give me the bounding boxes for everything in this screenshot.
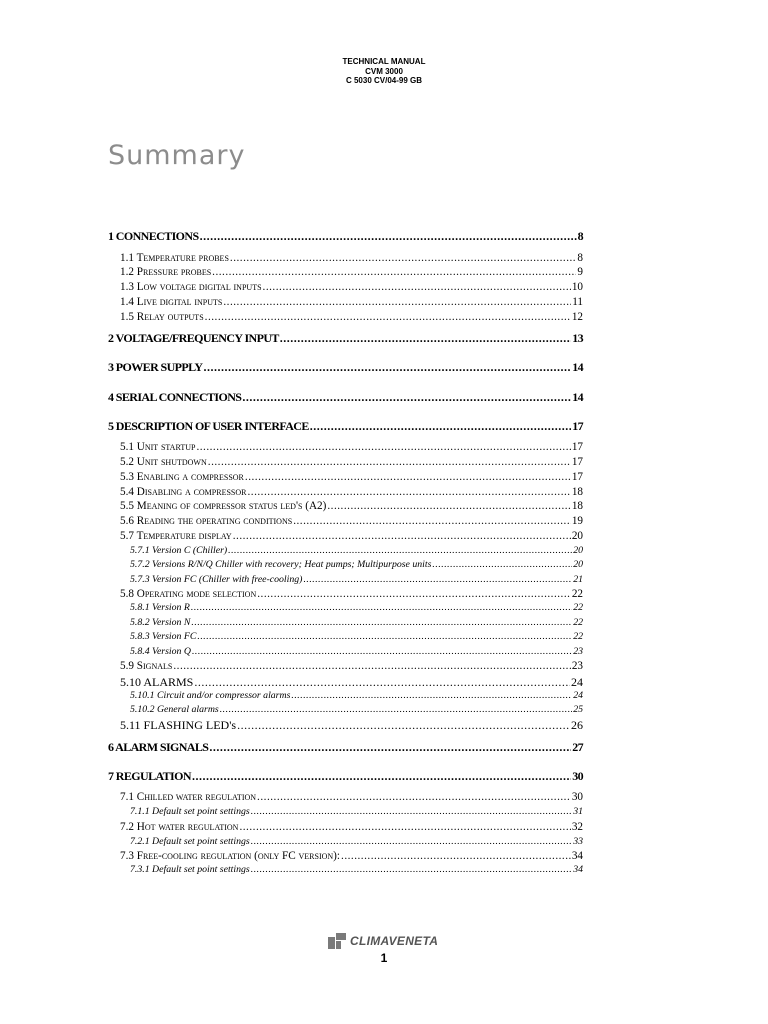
page-title: Summary bbox=[108, 140, 246, 171]
toc-entry-label: 5.4 Disabling a compressor bbox=[120, 486, 247, 498]
toc-entry-label: 5.8.1 Version R bbox=[130, 602, 190, 613]
toc-leader-dots bbox=[239, 821, 570, 833]
toc-entry[interactable] bbox=[120, 791, 583, 803]
toc-leader-dots bbox=[191, 617, 572, 628]
toc-leader-dots bbox=[192, 646, 572, 657]
toc-entry-page: 14 bbox=[572, 390, 583, 404]
toc-entry-label: 5.10.2 General alarms bbox=[130, 704, 219, 715]
toc-entry-label: 7.3.1 Default set point settings bbox=[130, 864, 250, 875]
toc-leader-dots bbox=[310, 419, 571, 434]
header-line-1: TECHNICAL MANUAL bbox=[342, 57, 426, 66]
toc-entry-page: 18 bbox=[571, 500, 583, 512]
toc-entry-label: 4 SERIAL CONNECTIONS bbox=[108, 390, 242, 404]
toc-entry-page: 20 bbox=[573, 559, 583, 570]
toc-entry[interactable] bbox=[130, 574, 583, 585]
toc-entry-label: 7.1.1 Default set point settings bbox=[130, 806, 250, 817]
toc-leader-dots bbox=[293, 515, 571, 527]
toc-entry-page: 8 bbox=[577, 252, 583, 264]
toc-entry-page: 22 bbox=[573, 631, 583, 642]
toc-entry-page: 33 bbox=[573, 836, 583, 847]
toc-entry-label: 5.10.1 Circuit and/or compressor alarms bbox=[130, 690, 291, 701]
toc-entry-label: 5.2 Unit shutdown bbox=[120, 456, 207, 468]
toc-entry-label: 5.7.2 Versions R/N/Q Chiller with recovery; Heat pumps; Multipurpose units bbox=[130, 559, 432, 570]
toc-entry-page: 25 bbox=[573, 704, 583, 715]
toc-entry-page: 20 bbox=[573, 545, 583, 556]
toc-leader-dots bbox=[196, 441, 570, 453]
toc-entry-label: 3 POWER SUPPLY bbox=[108, 360, 203, 374]
header-line-3: C 5030 CV/04-99 GB bbox=[345, 76, 423, 85]
toc-entry-page: 30 bbox=[571, 791, 583, 803]
toc-entry[interactable] bbox=[120, 660, 583, 672]
toc-entry-label: 5.8.4 Version Q bbox=[130, 646, 191, 657]
toc-entry[interactable] bbox=[120, 675, 583, 690]
toc-leader-dots bbox=[208, 456, 571, 468]
toc-entry-page: 22 bbox=[573, 617, 583, 628]
toc-entry[interactable] bbox=[120, 486, 583, 498]
toc-entry[interactable] bbox=[120, 252, 583, 264]
toc-entry-label: 5 DESCRIPTION OF USER INTERFACE bbox=[108, 419, 309, 433]
toc-entry[interactable] bbox=[130, 559, 583, 570]
toc-entry[interactable] bbox=[130, 704, 583, 715]
toc-leader-dots bbox=[280, 331, 571, 346]
toc-leader-dots bbox=[197, 631, 572, 642]
toc-entry-page: 10 bbox=[571, 281, 583, 293]
page-number: 1 bbox=[380, 951, 388, 965]
toc-entry-page: 9 bbox=[577, 266, 583, 278]
toc-leader-dots bbox=[251, 864, 572, 875]
toc-entry-label: 7.1 Chilled water regulation bbox=[120, 791, 257, 803]
toc-entry[interactable] bbox=[120, 530, 583, 542]
toc-entry[interactable] bbox=[130, 631, 583, 642]
toc-entry-page: 17 bbox=[571, 441, 583, 453]
toc-entry-page: 32 bbox=[571, 821, 583, 833]
toc-entry-label: 5.9 Signals bbox=[120, 660, 173, 672]
toc-entry-page: 30 bbox=[572, 769, 583, 783]
toc-entry[interactable] bbox=[120, 718, 583, 733]
toc-entry[interactable] bbox=[120, 471, 583, 483]
toc-leader-dots bbox=[432, 559, 572, 570]
toc-entry[interactable] bbox=[108, 769, 583, 784]
toc-entry-page: 34 bbox=[571, 850, 583, 862]
toc-entry-page: 23 bbox=[571, 660, 583, 672]
toc-entry[interactable] bbox=[108, 740, 583, 755]
toc-leader-dots bbox=[212, 266, 576, 278]
toc-leader-dots bbox=[257, 588, 571, 600]
toc-entry[interactable] bbox=[120, 296, 583, 308]
toc-entry-label: 5.1 Unit startup bbox=[120, 441, 196, 453]
toc-entry-label: 7.2.1 Default set point settings bbox=[130, 836, 250, 847]
toc-entry[interactable] bbox=[120, 456, 583, 468]
toc-entry[interactable] bbox=[130, 836, 583, 847]
toc-entry[interactable] bbox=[120, 821, 583, 833]
toc-leader-dots bbox=[251, 836, 572, 847]
toc-entry-page: 27 bbox=[572, 740, 583, 754]
toc-entry-page: 22 bbox=[571, 588, 583, 600]
toc-entry[interactable] bbox=[108, 360, 583, 375]
toc-entry-page: 23 bbox=[573, 646, 583, 657]
toc-entry[interactable] bbox=[120, 311, 583, 323]
toc-leader-dots bbox=[237, 718, 570, 733]
toc-entry[interactable] bbox=[120, 266, 583, 278]
toc-entry[interactable] bbox=[120, 281, 583, 293]
toc-entry[interactable] bbox=[130, 617, 583, 628]
toc-entry-label: 5.8.3 Version FC bbox=[130, 631, 197, 642]
toc-entry[interactable] bbox=[108, 390, 583, 405]
toc-entry-label: 5.7.3 Version FC (Chiller with free-cooling) bbox=[130, 574, 303, 585]
toc-entry[interactable] bbox=[120, 500, 583, 512]
company-logo bbox=[328, 933, 438, 949]
toc-entry-page: 13 bbox=[572, 331, 583, 345]
toc-entry-label: 1.5 Relay outputs bbox=[120, 311, 204, 323]
toc-entry-page: 12 bbox=[571, 311, 583, 323]
toc-entry-page: 17 bbox=[571, 471, 583, 483]
toc-entry-label: 5.7.1 Version C (Chiller) bbox=[130, 545, 228, 556]
toc-entry[interactable] bbox=[130, 545, 583, 556]
toc-entry-page: 34 bbox=[573, 864, 583, 875]
toc-leader-dots bbox=[230, 252, 577, 264]
toc-leader-dots bbox=[303, 574, 572, 585]
toc-entry-page: 26 bbox=[571, 718, 583, 732]
toc-entry[interactable] bbox=[120, 850, 583, 862]
toc-leader-dots bbox=[204, 360, 572, 375]
toc-entry-label: 2 VOLTAGE/FREQUENCY INPUT bbox=[108, 331, 279, 345]
toc-entry-label: 5.5 Meaning of compressor status led's (A2) bbox=[120, 500, 327, 512]
toc-entry-label: 5.7 Temperature display bbox=[120, 530, 232, 542]
toc-entry[interactable] bbox=[130, 806, 583, 817]
toc-entry-label: 5.8 Operating mode selection bbox=[120, 588, 257, 600]
toc-leader-dots bbox=[200, 229, 577, 244]
toc-entry[interactable] bbox=[120, 515, 583, 527]
toc-leader-dots bbox=[327, 500, 570, 512]
toc-leader-dots bbox=[233, 530, 571, 542]
toc-leader-dots bbox=[341, 850, 571, 862]
toc-leader-dots bbox=[242, 390, 571, 405]
toc-leader-dots bbox=[194, 675, 570, 690]
toc-entry-page: 31 bbox=[573, 806, 583, 817]
toc-leader-dots bbox=[205, 311, 571, 323]
toc-entry[interactable] bbox=[130, 864, 583, 875]
toc-entry-page: 11 bbox=[572, 296, 583, 308]
toc-entry-page: 20 bbox=[571, 530, 583, 542]
toc-entry-label: 1.4 Live digital inputs bbox=[120, 296, 223, 308]
toc-entry-label: 6 ALARM SIGNALS bbox=[108, 740, 209, 754]
climaveneta-logo-icon bbox=[328, 933, 346, 949]
toc-entry-label: 1.1 Temperature probes bbox=[120, 252, 229, 264]
toc-entry[interactable] bbox=[108, 419, 583, 434]
toc-entry[interactable] bbox=[120, 441, 583, 453]
toc-entry-label: 5.11 FLASHING LED's bbox=[120, 718, 237, 732]
toc-entry-page: 24 bbox=[573, 690, 583, 701]
toc-entry-page: 17 bbox=[571, 456, 583, 468]
toc-leader-dots bbox=[223, 296, 571, 308]
toc-entry-label: 5.3 Enabling a compressor bbox=[120, 471, 244, 483]
toc-leader-dots bbox=[251, 806, 572, 817]
toc-leader-dots bbox=[263, 281, 571, 293]
toc-leader-dots bbox=[191, 602, 572, 613]
toc-leader-dots bbox=[257, 791, 571, 803]
toc-entry-label: 1.3 Low voltage digital inputs bbox=[120, 281, 262, 293]
toc-entry-page: 21 bbox=[573, 574, 583, 585]
toc-entry[interactable] bbox=[130, 602, 583, 613]
toc-leader-dots bbox=[209, 740, 571, 755]
toc-leader-dots bbox=[291, 690, 572, 701]
toc-leader-dots bbox=[247, 486, 570, 498]
toc-leader-dots bbox=[228, 545, 572, 556]
toc-entry[interactable] bbox=[120, 588, 583, 600]
toc-entry-page: 24 bbox=[571, 675, 583, 689]
toc-entry-label: 7.3 Free-cooling regulation (only FC version): bbox=[120, 850, 341, 862]
header-line-2: CVM 3000 bbox=[365, 66, 403, 76]
toc-entry-page: 22 bbox=[573, 602, 583, 613]
toc-entry-label: 5.8.2 Version N bbox=[130, 617, 191, 628]
toc-entry-label: 1.2 Pressure probes bbox=[120, 266, 212, 278]
toc-leader-dots bbox=[245, 471, 571, 483]
toc-entry[interactable] bbox=[108, 331, 583, 346]
toc-entry[interactable] bbox=[108, 229, 583, 244]
toc-entry-page: 14 bbox=[572, 360, 583, 374]
toc-entry[interactable] bbox=[130, 646, 583, 657]
toc-entry[interactable] bbox=[130, 690, 583, 701]
toc-entry-page: 8 bbox=[577, 229, 583, 243]
toc-leader-dots bbox=[220, 704, 572, 715]
toc-entry-page: 18 bbox=[571, 486, 583, 498]
toc-entry-label: 7 REGULATION bbox=[108, 769, 191, 783]
logo-text: CLIMAVENETA bbox=[350, 934, 439, 948]
toc-entry-page: 19 bbox=[571, 515, 583, 527]
toc-entry-label: 5.6 Reading the operating conditions bbox=[120, 515, 293, 527]
toc-entry-label: 5.10 ALARMS bbox=[120, 675, 194, 689]
toc-entry-label: 1 CONNECTIONS bbox=[108, 229, 199, 243]
toc-entry-page: 17 bbox=[572, 419, 583, 433]
toc-entry-label: 7.2 Hot water regulation bbox=[120, 821, 239, 833]
toc-leader-dots bbox=[192, 769, 571, 784]
toc-leader-dots bbox=[173, 660, 570, 672]
